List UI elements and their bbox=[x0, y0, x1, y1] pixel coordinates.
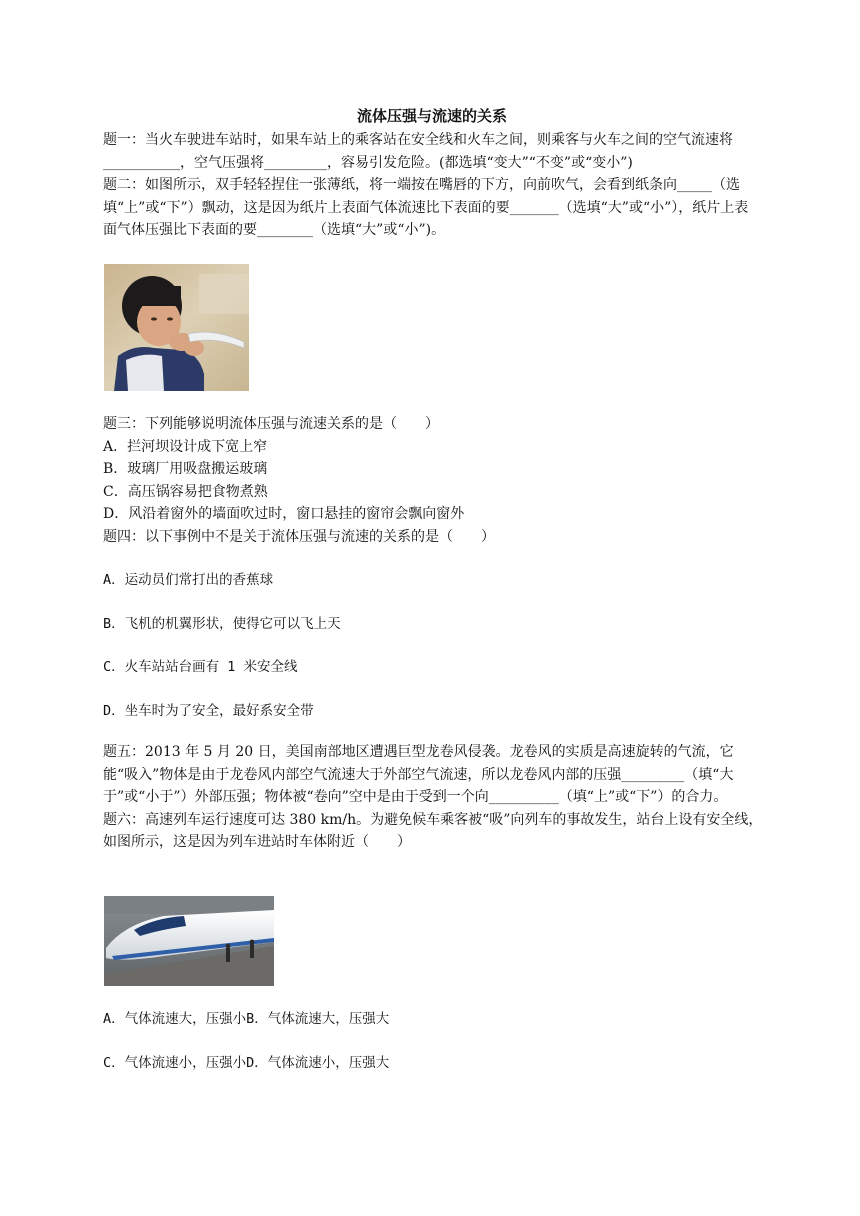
question-3-option-b: B．玻璃厂用吸盘搬运玻璃 bbox=[103, 461, 268, 477]
question-3-option-d: D．风沿着窗外的墙面吹过时，窗口悬挂的窗帘会飘向窗外 bbox=[103, 506, 465, 522]
question-1: 题一：当火车驶进车站时，如果车站上的乘客站在安全线和火车之间，则乘客与火车之间的空气流速将___________，空气压强将_________，容易引发危险。(都选填“变大”“不变”或“变小”) bbox=[103, 132, 733, 171]
boy-blowing-paper-image bbox=[104, 264, 249, 391]
question-3-stem: 题三：下列能够说明流体压强与流速关系的是（ ） bbox=[103, 416, 439, 432]
question-2: 题二：如图所示，双手轻轻捏住一张薄纸，将一端按在嘴唇的下方，向前吹气，会看到纸条向_____（选填“上”或“下”）飘动，这是因为纸片上表面气体流速比下表面的要_______（选填“大”或“小”），纸片上表面气体压强比下表面的要________（选填“大”或“小”)。 bbox=[103, 177, 749, 238]
high-speed-train-image bbox=[104, 896, 274, 986]
question-6-stem: 题六：高速列车运行速度可达 380 km/h。为避免候车乘客被“吸”向列车的事故发生，站台上设有安全线，如图所示，这是因为列车进站时车体附近（ ） bbox=[103, 811, 763, 850]
question-4-stem: 题四：以下事例中不是关于流体压强与流速的关系的是（ ） bbox=[103, 528, 495, 545]
page-title: 流体压强与流速的关系 bbox=[356, 107, 507, 125]
question-6-options bbox=[103, 1008, 763, 1074]
question-4-option-a: A．运动员们常打出的香蕉球 bbox=[103, 572, 274, 588]
question-6-options-row-1: A．气体流速大，压强小B．气体流速大，压强大 bbox=[103, 1011, 390, 1027]
question-5: 题五：2013 年 5 月 20 日，美国南部地区遭遇巨型龙卷风侵袭。龙卷风的实质是高速旋转的气流，它能“吸入”物体是由于龙卷风内部空气流速大于外部空气流速，所以龙卷风内部的压强_________（填“大于”或“小于”）外部压强；物体被“卷向”空中是由于受到一个向__________（填“上”或“下”）的合力。 bbox=[103, 744, 734, 805]
questions-5-6 bbox=[103, 741, 763, 854]
question-3-option-c: C．高压锅容易把食物煮熟 bbox=[103, 483, 268, 500]
document-page bbox=[103, 104, 761, 242]
question-4-option-b: B．飞机的机翼形状，使得它可以飞上天 bbox=[103, 615, 341, 632]
question-3-option-a: A．拦河坝设计成下宽上窄 bbox=[103, 438, 268, 455]
question-4-option-d: D．坐车时为了安全，最好系安全带 bbox=[103, 702, 314, 719]
question-4-option-c: C．火车站站台画有 1 米安全线 bbox=[103, 659, 298, 675]
question-4-options bbox=[103, 569, 763, 722]
question-6-options-row-2: C．气体流速小，压强小D．气体流速小，压强大 bbox=[103, 1054, 390, 1071]
question-3 bbox=[103, 413, 763, 548]
